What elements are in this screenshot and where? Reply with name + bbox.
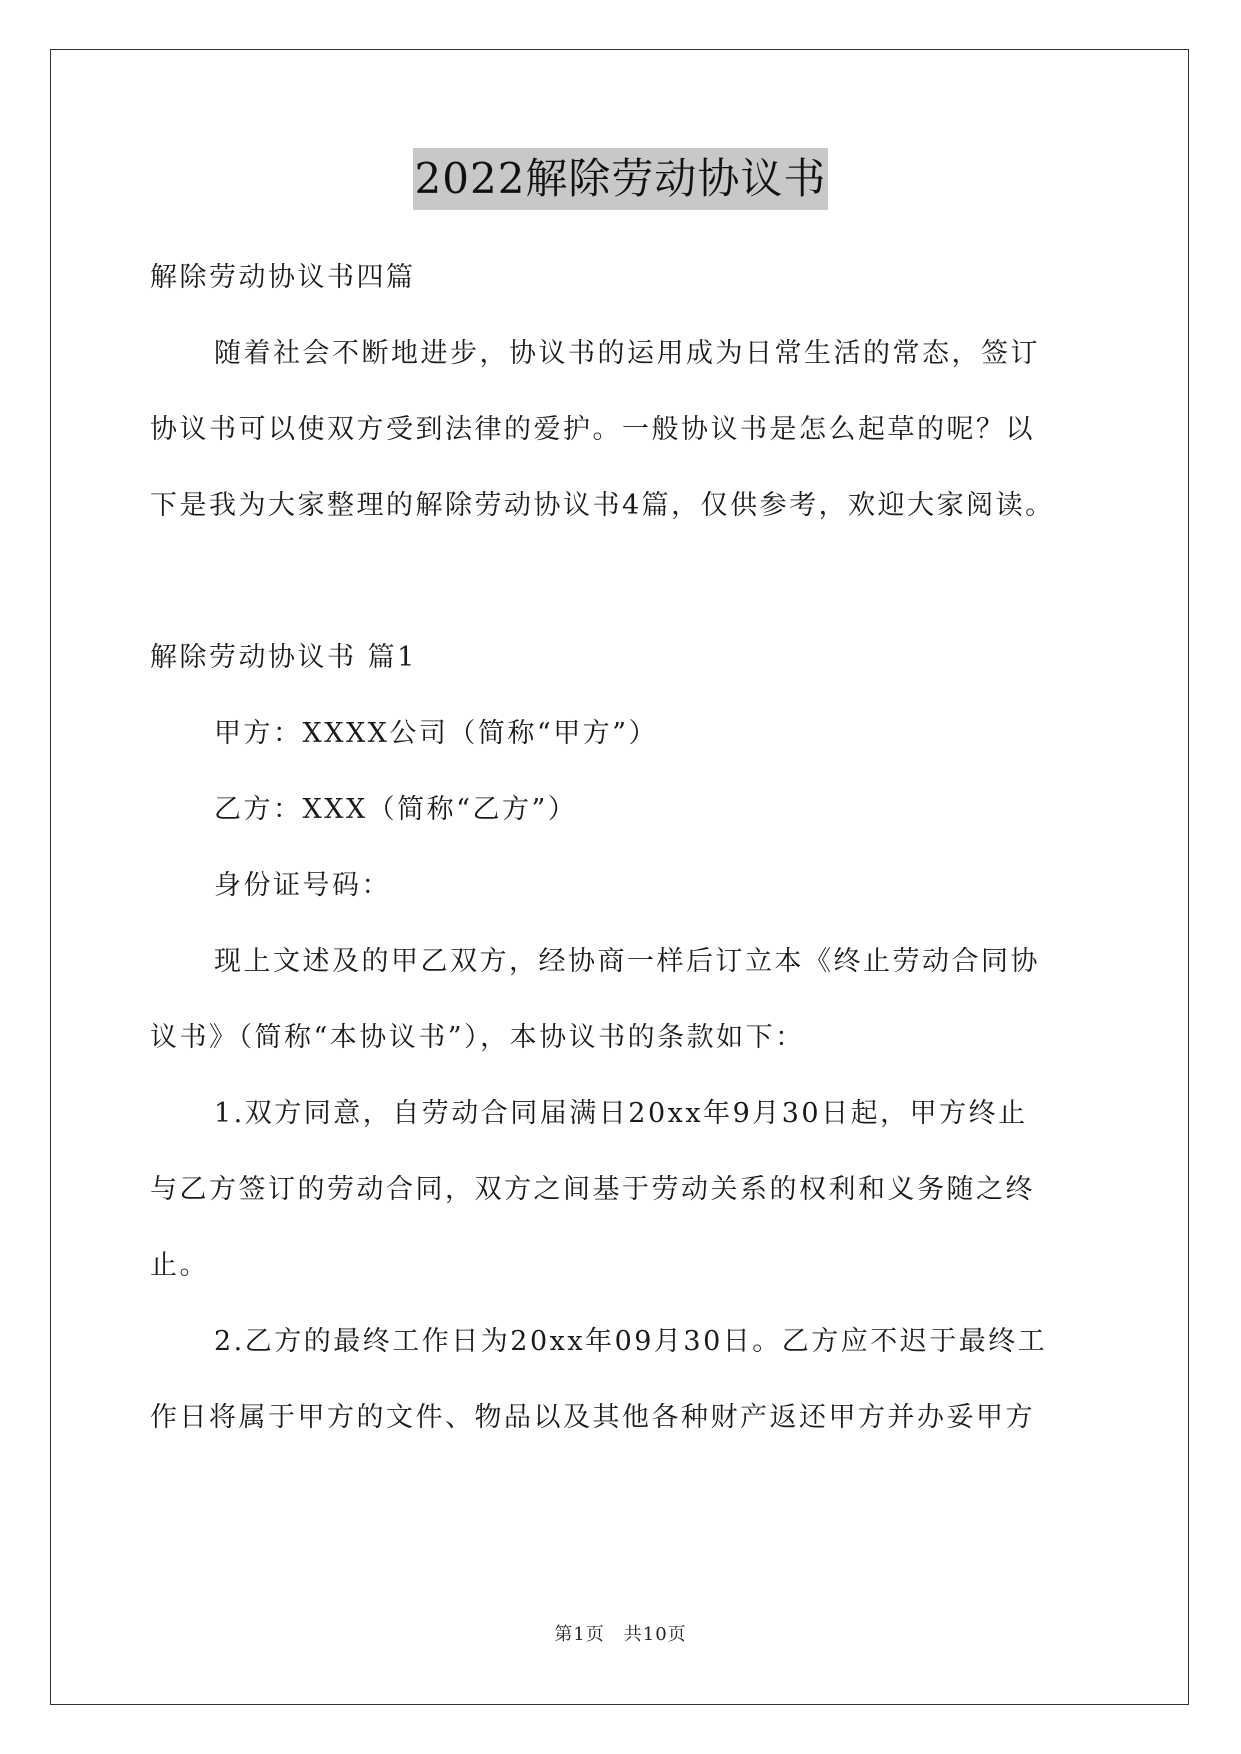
page-footer: 第1页 共10页 [554, 1624, 687, 1645]
paragraph-line: 现上文述及的甲乙双方，经协商一样后订立本《终止劳动合同协 [214, 946, 1040, 977]
subtitle-line: 解除劳动协议书四篇 [150, 262, 416, 293]
paragraph-line: 下是我为大家整理的解除劳动协议书4篇，仅供参考，欢迎大家阅读。 [150, 490, 1055, 521]
paragraph-line: 随着社会不断地进步，协议书的运用成为日常生活的常态，签订 [214, 338, 1040, 369]
party-b-line: 乙方：XXX（简称“乙方”） [214, 794, 578, 825]
document-body [150, 240, 1090, 1456]
document-title: 2022解除劳动协议书 [413, 148, 829, 210]
party-a-line: 甲方：XXXX公司（简称“甲方”） [214, 718, 658, 749]
clause-1-line: 与乙方签订的劳动合同，双方之间基于劳动关系的权利和义务随之终 [150, 1174, 1035, 1205]
title-container [0, 148, 1241, 210]
section-heading: 解除劳动协议书 篇1 [150, 642, 417, 673]
paragraph-line: 协议书可以使双方受到法律的爱护。一般协议书是怎么起草的呢？以 [150, 414, 1035, 445]
clause-1-line: 止。 [150, 1250, 209, 1281]
blank-line [150, 544, 1090, 620]
clause-2-line: 2.乙方的最终工作日为20xx年09月30日。乙方应不迟于最终工 [214, 1326, 1048, 1357]
paragraph-line: 议书》（简称“本协议书”），本协议书的条款如下： [150, 1022, 805, 1053]
clause-1-line: 1.双方同意，自劳动合同届满日20xx年9月30日起，甲方终止 [214, 1098, 1028, 1129]
id-number-line: 身份证号码： [214, 870, 391, 901]
clause-2-line: 作日将属于甲方的文件、物品以及其他各种财产返还甲方并办妥甲方 [150, 1402, 1035, 1433]
